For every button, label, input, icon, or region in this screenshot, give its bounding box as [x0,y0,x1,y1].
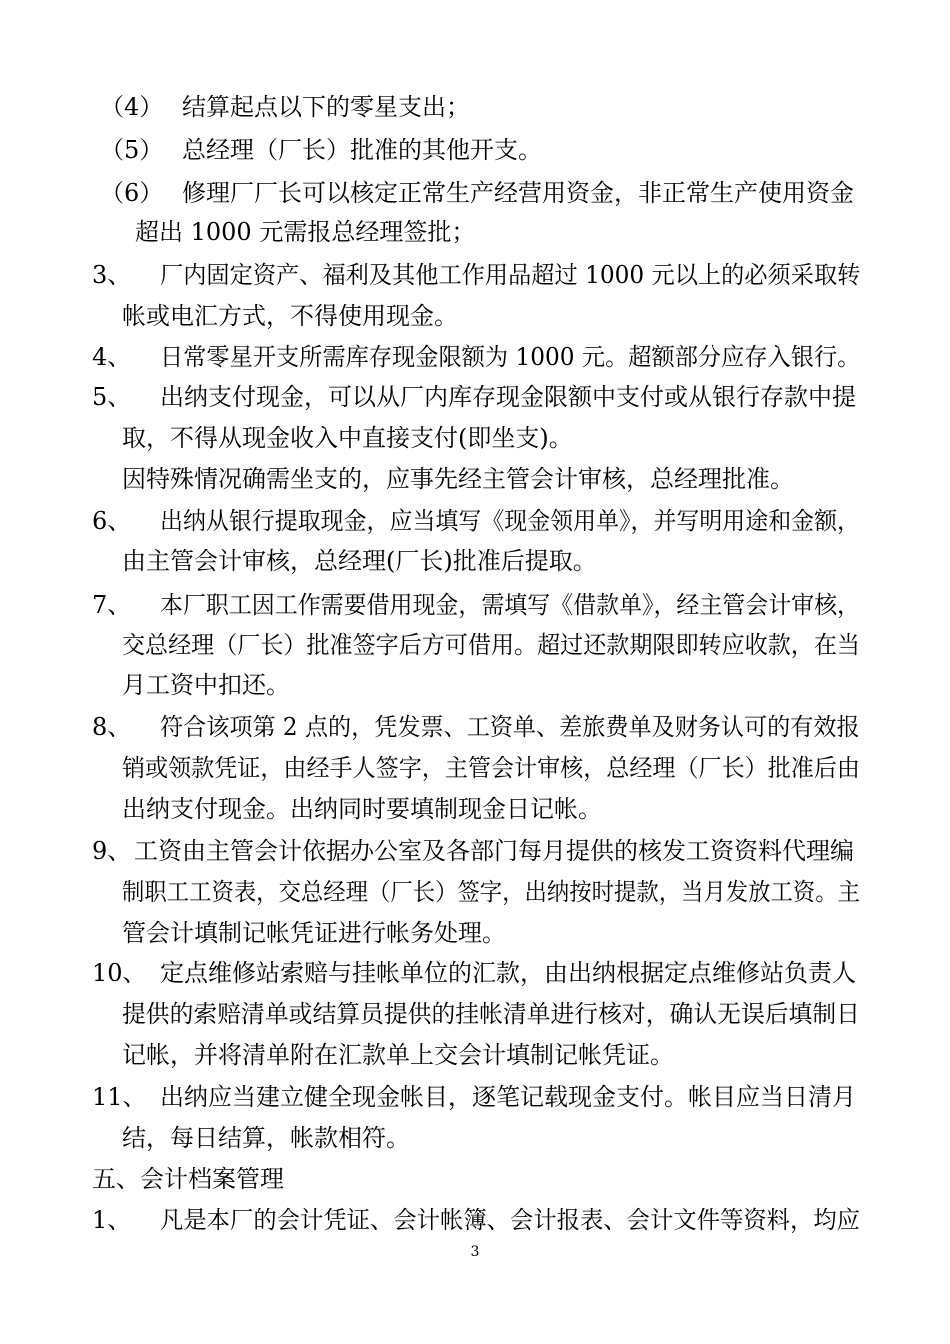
item-text: 因特殊情况确需坐支的，应事先经主管会计审核，总经理批准。 [122,465,794,493]
item-number: 11、 [92,1083,147,1111]
item-number: 7、 [92,591,132,619]
item-text: 符合该项第 2 点的，凭发票、工资单、差旅费单及财务认可的有效报 [160,713,860,741]
item-number: 1、 [92,1206,132,1234]
item-number: 10、 [92,959,147,987]
item-number: （6） [100,179,164,207]
item-text: 凡是本厂的会计凭证、会计帐簿、会计报表、会计文件等资料，均应 [160,1206,860,1234]
item-text: 结算起点以下的零星支出； [182,93,470,121]
item-text: 取，不得从现金收入中直接支付(即坐支)。 [122,424,573,452]
item-number: （5） [100,136,164,164]
section-heading: 五、会计档案管理 [92,1165,284,1193]
item-text: 总经理（厂长）批准的其他开支。 [182,136,542,164]
item-text: 出纳支付现金。出纳同时要填制现金日记帐。 [122,795,602,823]
item-text: 制职工工资表，交总经理（厂长）签字，出纳按时提款，当月发放工资。主 [122,878,860,906]
item-number: 3、 [92,261,132,289]
item-text: 月工资中扣还。 [122,671,290,699]
item-text: 帐或电汇方式，不得使用现金。 [122,302,458,330]
item-text: 日常零星开支所需库存现金限额为 1000 元。超额部分应存入银行。 [160,343,861,371]
item-text: 交总经理（厂长）批准签字后方可借用。超过还款期限即转应收款，在当 [122,631,860,659]
item-text: 厂内固定资产、福利及其他工作用品超过 1000 元以上的必须采取转 [160,261,861,289]
item-text: 由主管会计审核，总经理(厂长)批准后提取。 [122,547,597,575]
item-text: 结，每日结算，帐款相符。 [122,1124,410,1152]
item-text: 定点维修站索赔与挂帐单位的汇款，由出纳根据定点维修站负责人 [160,959,856,987]
item-text: 超出 1000 元需报总经理签批； [135,218,476,246]
item-number: 4、 [92,343,132,371]
item-text: 管会计填制记帐凭证进行帐务处理。 [122,919,506,947]
item-text: 工资由主管会计依据办公室及各部门每月提供的核发工资资料代理编 [134,837,854,865]
page-number: 3 [470,1244,480,1260]
item-text: 出纳从银行提取现金，应当填写《现金领用单》，并写明用途和金额， [160,507,861,535]
item-text: 记帐，并将清单附在汇款单上交会计填制记帐凭证。 [122,1041,674,1069]
item-number: 6、 [92,507,132,535]
item-number: （4） [100,93,164,121]
item-text: 修理厂厂长可以核定正常生产经营用资金，非正常生产使用资金 [182,179,854,207]
item-text: 提供的索赔清单或结算员提供的挂帐清单进行核对，确认无误后填制日 [122,1000,860,1028]
item-text: 出纳支付现金，可以从厂内库存现金限额中支付或从银行存款中提 [160,383,856,411]
item-number: 9、 [92,837,132,865]
item-number: 8、 [92,713,132,741]
item-number: 5、 [92,383,132,411]
item-text: 出纳应当建立健全现金帐目，逐笔记载现金支付。帐目应当日清月 [160,1083,856,1111]
item-text: 本厂职工因工作需要借用现金，需填写《借款单》，经主管会计审核， [160,591,861,619]
item-text: 销或领款凭证，由经手人签字，主管会计审核，总经理（厂长）批准后由 [122,754,860,782]
